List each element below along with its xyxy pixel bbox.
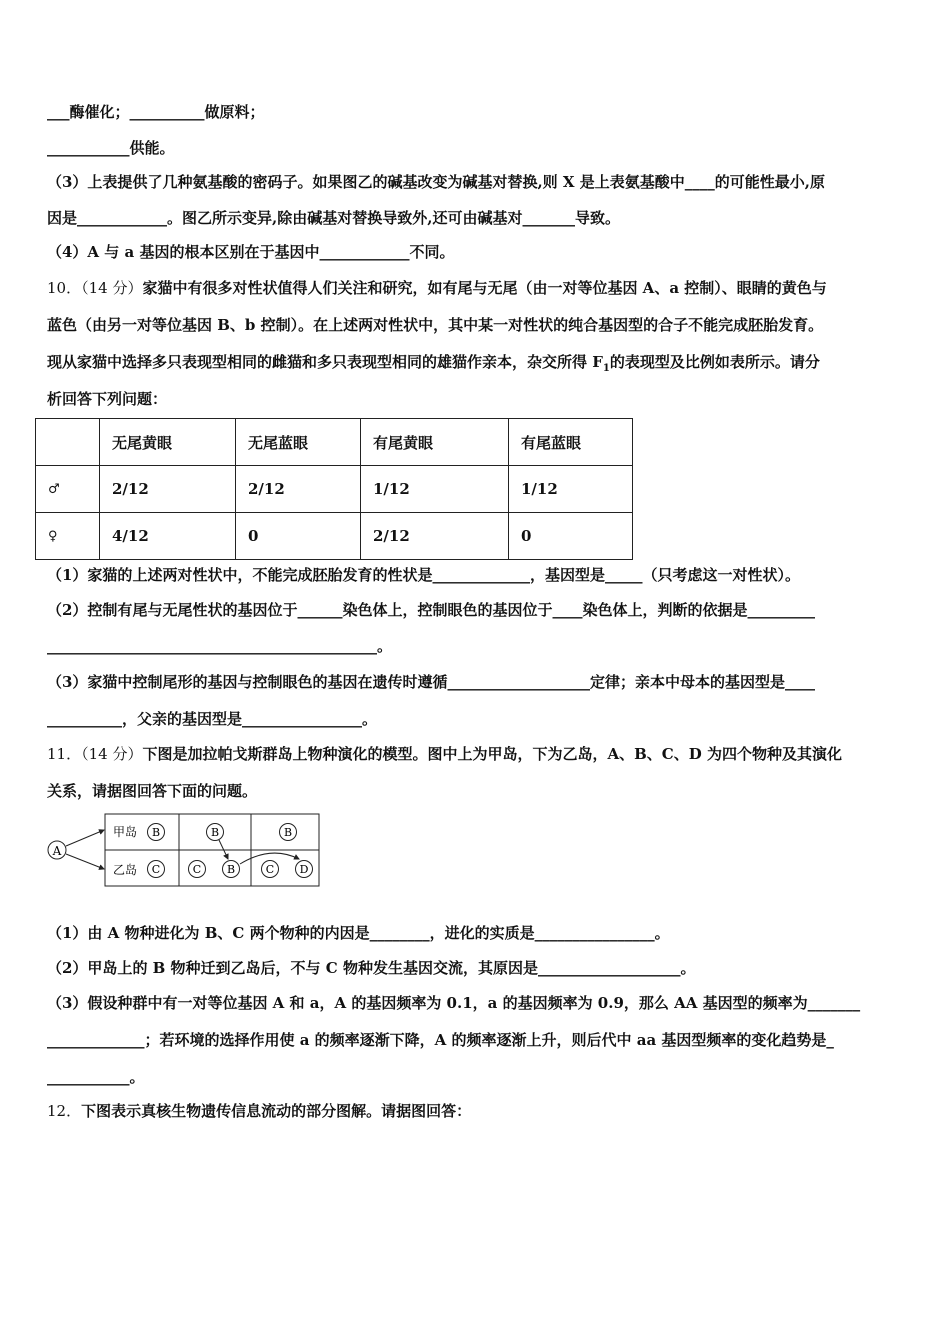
- evolution-arrow: [66, 854, 104, 869]
- question-points: （14 分）: [81, 745, 143, 763]
- text-line: 析回答下列问题：: [47, 390, 168, 408]
- table-header-row: [36, 419, 633, 466]
- question-11-intro: [47, 744, 842, 764]
- species-label: C: [265, 863, 275, 876]
- question-number: 11．: [47, 745, 82, 763]
- question-9-part-4: （4）A 与 a 基因的根本区别在于基因中____________不同。: [47, 243, 455, 261]
- text-segment: 现从家猫中选择多只表现型相同的雌猫和多只表现型相同的雄猫作亲本，杂交所得 F: [47, 353, 603, 371]
- text-line: [47, 352, 820, 379]
- text-line: 因是____________。图乙所示变异,除由碱基对替换导致外,还可由碱基对_______导致。: [47, 209, 620, 227]
- subscript: 1: [602, 363, 610, 374]
- speciation-diagram: [44, 812, 324, 888]
- text-line: _____________；若环境的选择作用使 a 的频率逐渐下降，A 的频率逐渐上升，则后代中 aa 基因型频率的变化趋势是_: [47, 1031, 834, 1049]
- species-label: B: [283, 826, 293, 839]
- species-label: C: [151, 863, 161, 876]
- species-label: A: [52, 844, 62, 858]
- table-cell: 4/12: [100, 513, 236, 560]
- text-line: 关系，请据图回答下面的问题。: [47, 782, 258, 800]
- question-points: （14 分）: [81, 279, 143, 297]
- species-label: B: [210, 826, 220, 839]
- species-label: B: [151, 826, 161, 839]
- table-header-cell: 有尾黄眼: [361, 419, 509, 466]
- table-cell: 2/12: [361, 513, 509, 560]
- question-text: 下图表示真核生物遗传信息流动的部分图解。请据图回答：: [81, 1102, 472, 1120]
- table-cell: 1/12: [361, 466, 509, 513]
- table-cell: [36, 419, 100, 466]
- text-line: 蓝色（由另一对等位基因 B、b 控制）。在上述两对性状中，其中某一对性状的纯合基因型的合子不能完成胚胎发育。: [47, 316, 824, 334]
- question-number: 10．: [47, 279, 82, 297]
- question-number: 12．: [47, 1102, 82, 1120]
- question-10-part-1: （1）家猫的上述两对性状中，不能完成胚胎发育的性状是_____________，基因型是_____（只考虑这一对性状）。: [47, 566, 800, 584]
- text-line: __________，父亲的基因型是________________。: [47, 710, 378, 728]
- table-cell: 0: [509, 513, 633, 560]
- question-10-part-2: （2）控制有尾与无尾性状的基因位于______染色体上，控制眼色的基因位于____染色体上，判断的依据是_________: [47, 601, 815, 619]
- table-row: [36, 513, 633, 560]
- species-label: C: [192, 863, 202, 876]
- evolution-arrow: [66, 830, 104, 846]
- male-symbol-cell: ♂: [36, 466, 100, 513]
- text-segment: 的表现型及比例如表所示。请分: [609, 353, 820, 371]
- question-11-part-3: （3）假设种群中有一对等位基因 A 和 a，A 的基因频率为 0.1，a 的基因频率为 0.9，那么 AA 基因型的频率为_______: [47, 994, 861, 1012]
- table-cell: 2/12: [100, 466, 236, 513]
- table-cell: 0: [236, 513, 361, 560]
- table-cell: 2/12: [236, 466, 361, 513]
- question-text: 家猫中有很多对性状值得人们关注和研究，如有尾与无尾（由一对等位基因 A、a 控制）、眼睛的黄色与: [142, 279, 827, 297]
- text-line: ___________。: [47, 1068, 145, 1086]
- table-header-cell: 有尾蓝眼: [509, 419, 633, 466]
- text-line: ___酶催化；__________做原料；: [47, 103, 265, 121]
- species-label: D: [299, 863, 309, 876]
- table-cell: 1/12: [509, 466, 633, 513]
- text-line: ____________________________________________。: [47, 637, 393, 655]
- species-label: B: [226, 863, 236, 876]
- question-12-intro: [47, 1101, 471, 1121]
- phenotype-table: [35, 418, 633, 560]
- table-header-cell: 无尾黄眼: [100, 419, 236, 466]
- text-line: ___________供能。: [47, 139, 175, 157]
- female-symbol-cell: ♀: [36, 513, 100, 560]
- table-header-cell: 无尾蓝眼: [236, 419, 361, 466]
- table-row: [36, 466, 633, 513]
- question-10-part-3: （3）家猫中控制尾形的基因与控制眼色的基因在遗传时遵循___________________定律；亲本中母本的基因型是____: [47, 673, 815, 691]
- question-10-intro: [47, 278, 827, 298]
- island-label: 乙岛: [113, 863, 138, 877]
- question-text: 下图是加拉帕戈斯群岛上物种演化的模型。图中上为甲岛，下为乙岛，A、B、C、D 为四个物种及其演化: [142, 745, 842, 763]
- question-9-part-3: （3）上表提供了几种氨基酸的密码子。如果图乙的碱基改变为碱基对替换,则 X 是上表氨基酸中____的可能性最小,原: [47, 173, 825, 191]
- question-11-part-1: （1）由 A 物种进化为 B、C 两个物种的内因是________，进化的实质是________________。: [47, 924, 670, 942]
- question-11-part-2: （2）甲岛上的 B 物种迁到乙岛后，不与 C 物种发生基因交流，其原因是___________________。: [47, 959, 696, 977]
- island-label: 甲岛: [113, 825, 138, 839]
